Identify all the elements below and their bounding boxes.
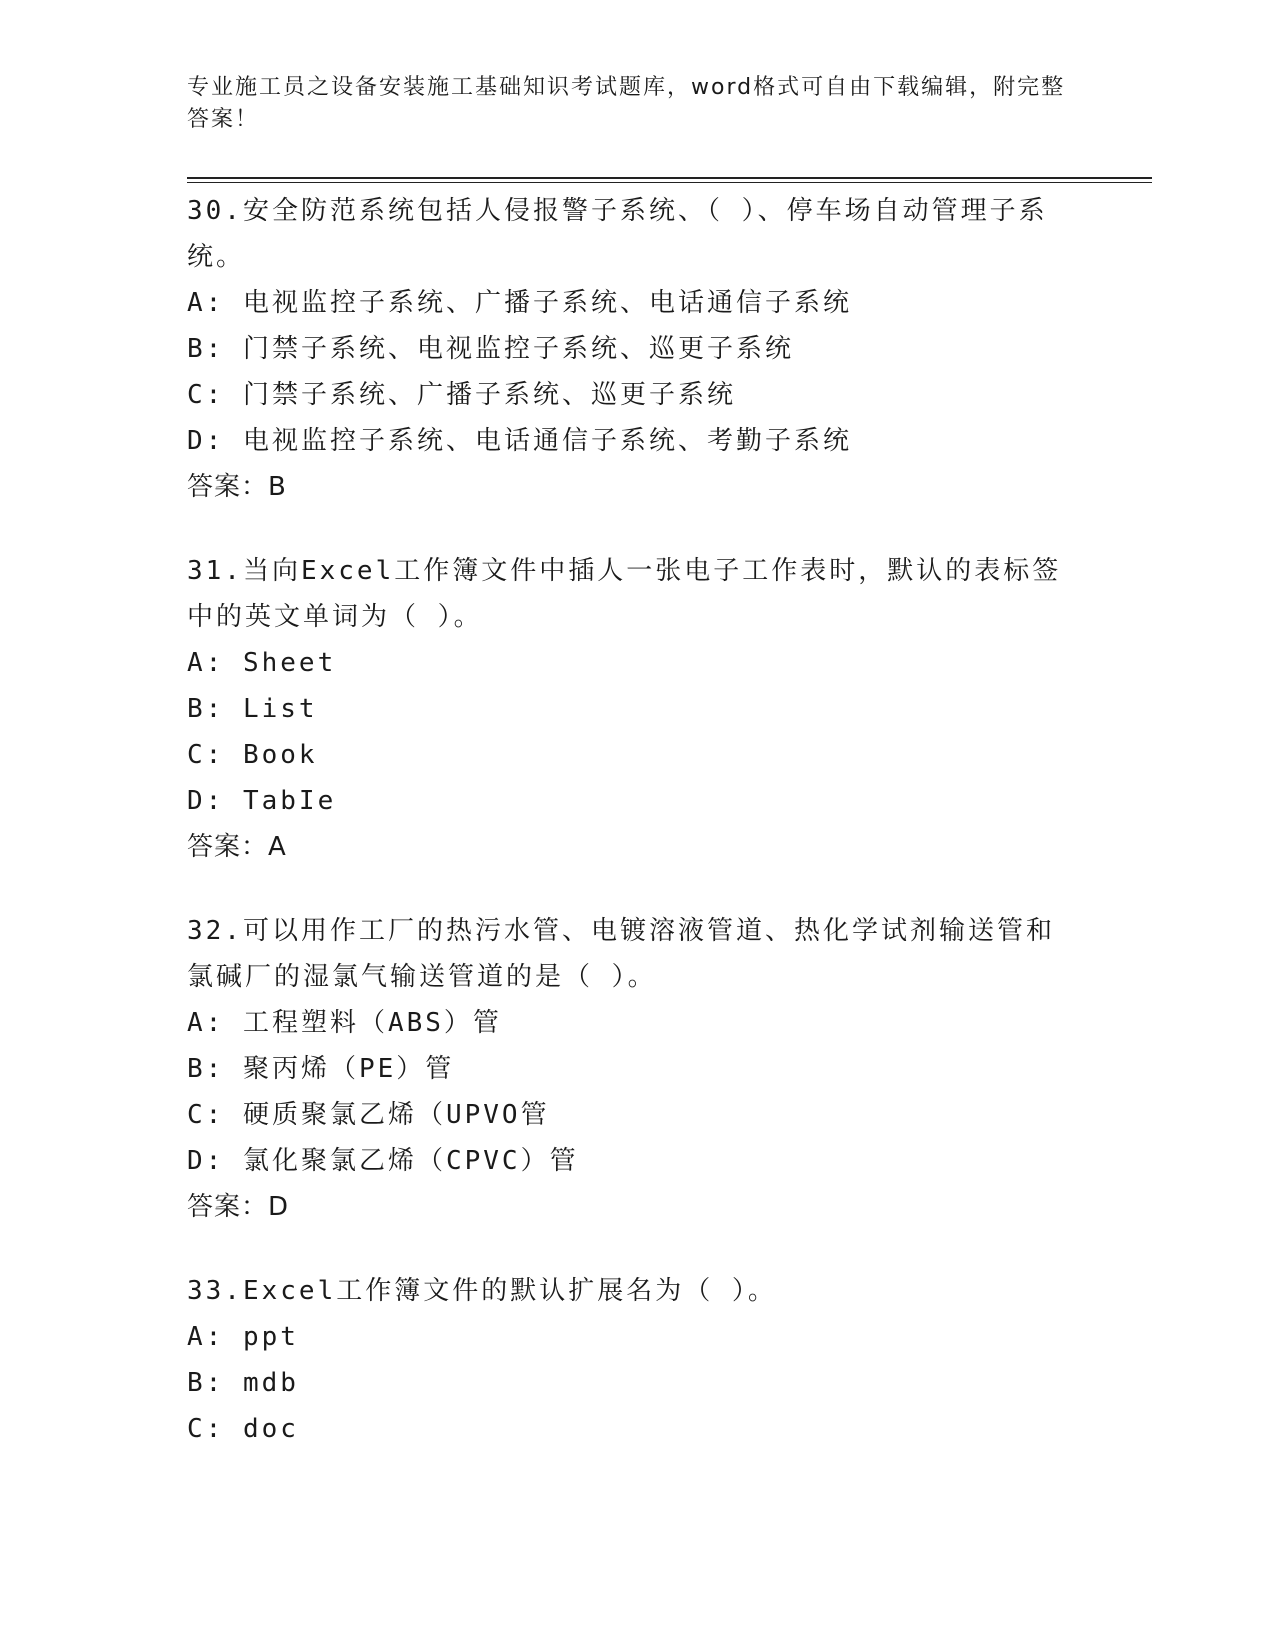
answer-line: 答案：D (187, 1192, 290, 1222)
option-c: C: 门禁子系统、广播子系统、巡更子系统 (187, 380, 736, 410)
question-stem: 33.Excel工作簿文件的默认扩展名为（ ）。 (187, 1276, 777, 1306)
question-31 (187, 548, 1067, 870)
option-d: D: TabIe (187, 786, 337, 816)
document-header: 专业施工员之设备安装施工基础知识考试题库，word格式可自由下载编辑，附完整答案！ (187, 75, 1066, 132)
question-stem: 30.安全防范系统包括人侵报警子系统、（ ）、停车场自动管理子系统。 (187, 196, 1048, 272)
question-33 (187, 1268, 1067, 1452)
option-d: D: 电视监控子系统、电话通信子系统、考勤子系统 (187, 426, 852, 456)
option-b: B: 门禁子系统、电视监控子系统、巡更子系统 (187, 334, 794, 364)
answer-line: 答案：A (187, 832, 287, 862)
option-a: A: 电视监控子系统、广播子系统、电话通信子系统 (187, 288, 852, 318)
header-divider-thin (187, 182, 1152, 183)
option-a: A: 工程塑料（ABS）管 (187, 1008, 502, 1038)
option-a: A: Sheet (187, 648, 337, 678)
option-c: C: 硬质聚氯乙烯（UPVO管 (187, 1100, 550, 1130)
question-stem: 31.当向Excel工作簿文件中插人一张电子工作表时，默认的表标签中的英文单词为（ ）。 (187, 556, 1062, 632)
header-divider-thick (187, 177, 1152, 179)
option-c: C: Book (187, 740, 318, 770)
option-c: C: doc (187, 1414, 299, 1444)
question-list (187, 188, 1067, 1490)
option-b: B: 聚丙烯（PE）管 (187, 1054, 455, 1084)
answer-line: 答案：B (187, 472, 287, 502)
option-d: D: 氯化聚氯乙烯（CPVC）管 (187, 1146, 579, 1176)
question-32 (187, 908, 1067, 1230)
option-b: B: List (187, 694, 318, 724)
option-b: B: mdb (187, 1368, 299, 1398)
question-30 (187, 188, 1067, 510)
option-a: A: ppt (187, 1322, 299, 1352)
question-stem: 32.可以用作工厂的热污水管、电镀溶液管道、热化学试剂输送管和氯碱厂的湿氯气输送管道的是（ ）。 (187, 916, 1055, 992)
